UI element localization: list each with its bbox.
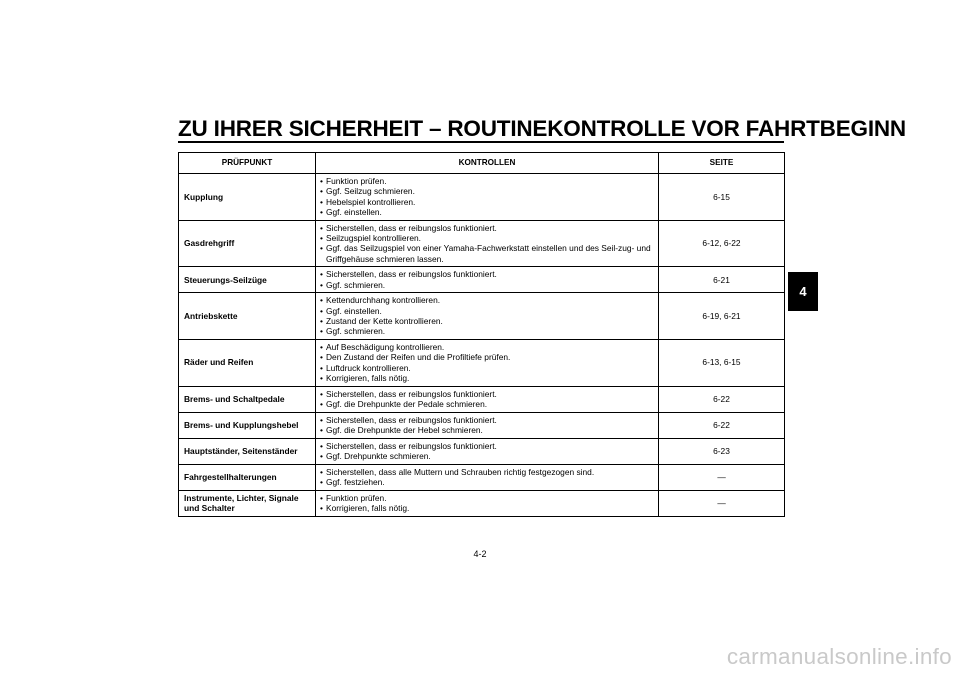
check-step: • Luftdruck kontrollieren. xyxy=(320,363,654,373)
check-item: Gasdrehgriff xyxy=(179,220,316,267)
check-list xyxy=(320,441,654,462)
table-row xyxy=(179,267,785,293)
check-step: • Sicherstellen, dass er reibungslos funktioniert. xyxy=(320,269,654,279)
watermark: carmanualsonline.info xyxy=(726,644,952,669)
check-list-cell xyxy=(316,464,659,490)
check-step: • Seilzugspiel kontrollieren. xyxy=(320,233,654,243)
check-step: • Ggf. Drehpunkte schmieren. xyxy=(320,451,654,461)
check-step: • Ggf. die Drehpunkte der Hebel schmieren. xyxy=(320,425,654,435)
check-list-cell xyxy=(316,174,659,221)
chapter-number: 4 xyxy=(799,284,807,299)
check-step: • Funktion prüfen. xyxy=(320,493,654,503)
check-item: Antriebskette xyxy=(179,293,316,340)
check-list-cell xyxy=(316,220,659,267)
column-header-checks: KONTROLLEN xyxy=(316,153,659,174)
check-item: Räder und Reifen xyxy=(179,339,316,386)
reference-page: 6-22 xyxy=(659,412,785,438)
check-step: • Sicherstellen, dass er reibungslos funktioniert. xyxy=(320,223,654,233)
check-list xyxy=(320,493,654,514)
reference-page: — xyxy=(659,490,785,516)
check-list xyxy=(320,389,654,410)
reference-page: 6-21 xyxy=(659,267,785,293)
page-title: ZU IHRER SICHERHEIT – ROUTINEKONTROLLE VOR FAHRTBEGINN xyxy=(178,116,906,141)
check-step: • Hebelspiel kontrollieren. xyxy=(320,197,654,207)
check-step: • Ggf. festziehen. xyxy=(320,477,654,487)
column-header-item: PRÜFPUNKT xyxy=(179,153,316,174)
check-step: • Ggf. schmieren. xyxy=(320,326,654,336)
check-step: • Auf Beschädigung kontrollieren. xyxy=(320,342,654,352)
table-row xyxy=(179,293,785,340)
check-item: Brems- und Schaltpedale xyxy=(179,386,316,412)
table-row xyxy=(179,220,785,267)
check-list-cell xyxy=(316,490,659,516)
reference-page: 6-13, 6-15 xyxy=(659,339,785,386)
table-row xyxy=(179,386,785,412)
table-row xyxy=(179,339,785,386)
check-step: • Kettendurchhang kontrollieren. xyxy=(320,295,654,305)
check-step: • Korrigieren, falls nötig. xyxy=(320,503,654,513)
page-number: 4-2 xyxy=(473,549,487,559)
reference-page: — xyxy=(659,464,785,490)
check-list-cell xyxy=(316,438,659,464)
check-step: • Ggf. schmieren. xyxy=(320,280,654,290)
table-row xyxy=(179,464,785,490)
check-step: • Ggf. das Seilzugspiel von einer Yamaha-Fachwerkstatt einstellen und des Seil-zug- und Griffgehäuse schmieren lassen. xyxy=(320,243,654,264)
check-list xyxy=(320,342,654,384)
table-row xyxy=(179,174,785,221)
check-step: • Sicherstellen, dass er reibungslos funktioniert. xyxy=(320,441,654,451)
reference-page: 6-15 xyxy=(659,174,785,221)
table-row xyxy=(179,412,785,438)
check-step: • Sicherstellen, dass er reibungslos funktioniert. xyxy=(320,389,654,399)
table-row xyxy=(179,490,785,516)
check-list xyxy=(320,269,654,290)
check-list xyxy=(320,223,654,265)
column-header-page: SEITE xyxy=(659,153,785,174)
reference-page: 6-22 xyxy=(659,386,785,412)
check-list-cell xyxy=(316,293,659,340)
title-underline xyxy=(178,141,784,143)
check-step: • Ggf. einstellen. xyxy=(320,306,654,316)
check-list xyxy=(320,176,654,218)
check-step: • Ggf. die Drehpunkte der Pedale schmieren. xyxy=(320,399,654,409)
reference-page: 6-23 xyxy=(659,438,785,464)
reference-page: 6-19, 6-21 xyxy=(659,293,785,340)
check-step: • Sicherstellen, dass alle Muttern und Schrauben richtig festgezogen sind. xyxy=(320,467,654,477)
check-list-cell xyxy=(316,412,659,438)
table-row xyxy=(179,438,785,464)
check-list-cell xyxy=(316,267,659,293)
check-item: Kupplung xyxy=(179,174,316,221)
check-list-cell xyxy=(316,339,659,386)
check-list-cell xyxy=(316,386,659,412)
chapter-tab xyxy=(788,272,818,311)
check-list xyxy=(320,467,654,488)
check-list xyxy=(320,415,654,436)
check-step: • Korrigieren, falls nötig. xyxy=(320,373,654,383)
check-item: Steuerungs-Seilzüge xyxy=(179,267,316,293)
check-step: • Ggf. Seilzug schmieren. xyxy=(320,186,654,196)
check-item: Fahrgestellhalterungen xyxy=(179,464,316,490)
check-item: Instrumente, Lichter, Signale und Schalter xyxy=(179,490,316,516)
routine-check-table xyxy=(178,152,785,517)
check-step: • Ggf. einstellen. xyxy=(320,207,654,217)
check-item: Brems- und Kupplungshebel xyxy=(179,412,316,438)
check-step: • Zustand der Kette kontrollieren. xyxy=(320,316,654,326)
check-step: • Den Zustand der Reifen und die Profiltiefe prüfen. xyxy=(320,352,654,362)
check-step: • Sicherstellen, dass er reibungslos funktioniert. xyxy=(320,415,654,425)
table-header-row xyxy=(179,153,785,174)
check-step: • Funktion prüfen. xyxy=(320,176,654,186)
check-list xyxy=(320,295,654,337)
check-item: Hauptständer, Seitenständer xyxy=(179,438,316,464)
reference-page: 6-12, 6-22 xyxy=(659,220,785,267)
